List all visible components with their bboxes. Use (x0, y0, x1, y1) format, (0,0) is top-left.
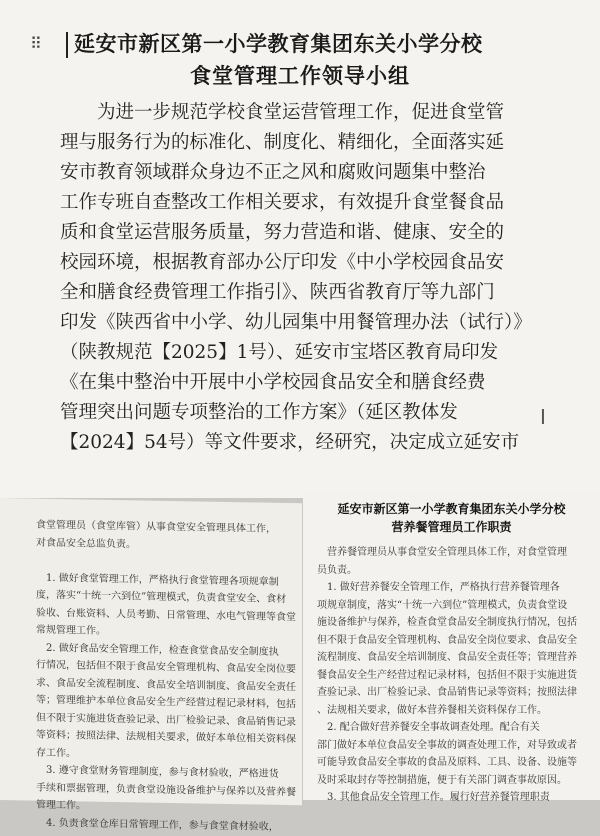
body-text-line: 为进一步规范学校食堂运营管理工作，促进食堂管 (60, 102, 505, 123)
left-page-line: 管理工作。 (36, 799, 86, 812)
left-page-line: 但不限于实施进货查验记录、出厂检验记录、食品销售记录 (36, 712, 296, 728)
body-text-line: 工作专班自查整改工作相关要求，有效提升食堂餐食品 (60, 192, 505, 213)
left-page-line: 1. 做好食堂管理工作，严格执行食堂管理各项规章制 (36, 572, 279, 588)
left-page-line: 食堂管理员（食堂库管）从事食堂安全管理具体工作， (36, 519, 276, 535)
body-text-line: 全和膳食经费管理工作指引》、陕西省教育厅等九部门 (60, 282, 495, 303)
left-page-line: 4. 负责食堂仓库日常管理工作，参与食堂食材验收， (36, 817, 279, 833)
right-page-line: 项规章制度，落实“十统一六到位”管理模式，负责食堂设 (317, 599, 568, 611)
document-title-line1: 延安市新区第一小学教育集团东关小学分校 (74, 31, 483, 56)
left-page-line: 手续和票据管理，负责食堂设施设备维护与保养以及营养餐 (36, 782, 296, 798)
body-text-line: 理与服务行为的标准化、制度化、精细化，全面落实延 (60, 132, 505, 153)
left-photo-page (0, 498, 302, 833)
left-page-line: 存工作。 (36, 747, 76, 759)
right-page-line: 施设备维护与保养，检查食堂食品安全制度执行情况，包括 (317, 617, 577, 628)
body-text-line: （陕教规范【2025】1号）、延安市宝塔区教育局印发 (60, 342, 499, 363)
right-page-line: 查验记录、出厂检验记录、食品销售记录等资料；按照法律 (317, 687, 577, 698)
right-page-line: 餐食品安全生产经营过程记录材料，包括但不限于实施进货 (317, 669, 577, 681)
text-cursor (66, 32, 68, 58)
body-text-line: 质和食堂运营服务质量，努力营造和谐、健康、安全的 (60, 222, 505, 243)
body-text-line: 校园环境，根据教育部办公厅印发《中小学校园食品安 (60, 252, 505, 273)
right-page-title-line1: 延安市新区第一小学教育集团东关小学分校 (337, 502, 566, 516)
left-page-line: 3. 遵守食堂财务管理制度，参与食材验收，严格进货 (36, 764, 279, 780)
right-page-line: 可能导致食品安全事故的食品及原料、工具、设备、设施等 (317, 757, 577, 768)
right-page-line: 及时采取封存等控制措施，便于有关部门调查事故原因。 (317, 774, 567, 786)
right-page-line: 员负责。 (317, 564, 357, 576)
body-text-line: 安市教育领域群众身边不正之风和腐败问题集中整治 (60, 162, 486, 183)
left-page-body (36, 517, 296, 836)
left-page-line: 2. 做好食品安全管理工作，检查食堂食品安全制度执 (36, 642, 279, 658)
body-text-line: 印发《陕西省中小学、幼儿园集中用餐管理办法（试行）》 (60, 312, 532, 333)
right-photo-page (303, 494, 600, 803)
right-page-line: 3. 其他食品安全管理工作。履行好营养餐管理职责 (317, 792, 550, 803)
right-page-line: 、法规相关要求，做好本营养餐相关资料保存工作。 (317, 704, 547, 716)
right-page-title-line2: 营养餐管理员工作职责 (391, 520, 512, 534)
drag-handle-icon[interactable]: ⠿ (30, 34, 42, 53)
right-page-line: 部门做好本单位食品安全事故的调查处理工作，对导致或者 (317, 739, 577, 751)
right-page-line: 营养餐管理员从事食堂安全管理具体工作，对食堂管理 (317, 547, 567, 558)
document-title-line2: 食堂管理工作领导小组 (190, 63, 410, 88)
body-text-line: 《在集中整治中开展中小学校园食品安全和膳食经费 (60, 372, 486, 393)
body-text-line: 管理突出问题专项整治的工作方案》（延区教体发 (60, 402, 458, 423)
left-page-line: 验收、台账资料、人员考勤、日常管理、水电气管理等食堂 (36, 607, 296, 623)
left-page-line: 等；管理维护本单位食品安全生产经营过程记录材料，包括 (36, 694, 296, 711)
right-page-body (317, 544, 577, 807)
right-page-line: 流程制度、食品安全培训制度、食品安全责任等；管理营养 (317, 652, 577, 663)
left-page-line: 常规管理工作。 (36, 624, 106, 637)
left-page-line: 求、食品安全流程制度、食品安全培训制度、食品安全责任 (36, 677, 296, 693)
left-page-line: 对食品安全总监负责。 (36, 537, 136, 550)
ibeam-cursor-icon: I (540, 405, 546, 429)
left-page-line: 等资料；按照法律、法规相关要求，做好本单位相关资料保 (36, 729, 296, 746)
right-page-line: 但不限于食品安全管理机构、食品安全岗位要求、食品安全 (317, 634, 577, 646)
document-body (60, 98, 580, 458)
body-text-line: 【2024】54号）等文件要求，经研究，决定成立延安市 (60, 432, 520, 453)
left-page-line: 行情况，包括但不限于食品安全管理机构、食品安全岗位要 (36, 659, 296, 676)
right-page-line: 2. 配合做好营养餐安全事故调查处理。配合有关 (317, 722, 540, 733)
right-page-line: 1. 做好营养餐安全管理工作，严格执行营养餐管理各 (317, 582, 560, 593)
left-page-line: 度，落实“十统一六到位”管理模式，负责食堂安全、食材 (36, 589, 287, 605)
